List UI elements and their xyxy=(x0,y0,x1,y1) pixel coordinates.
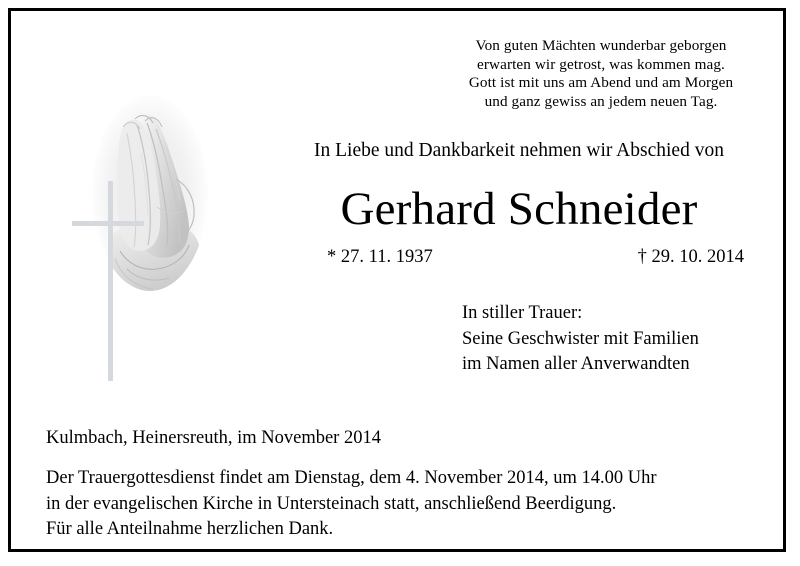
mourners-block xyxy=(462,301,699,378)
service-line-2: in der evangelischen Kirche in Untersteinach statt, anschließend Beerdigung. xyxy=(46,493,617,514)
birth-date: * 27. 11. 1937 xyxy=(327,247,433,267)
deceased-name: Gerhard Schneider xyxy=(340,183,698,235)
service-line-3: Für alle Anteilnahme herzlichen Dank. xyxy=(46,519,334,539)
cross-vertical-bar xyxy=(108,181,113,381)
death-date: † 29. 10. 2014 xyxy=(637,247,744,267)
verse-line-4: und ganz gewiss an jedem neuen Tag. xyxy=(484,92,718,110)
verse-line-1: Von guten Mächten wunderbar geborgen xyxy=(475,37,727,54)
service-details xyxy=(46,466,657,543)
memorial-verse xyxy=(431,37,771,111)
life-dates xyxy=(311,245,761,269)
verse-line-3: Gott ist mit uns am Abend und am Morgen xyxy=(468,74,734,92)
mourners-heading: In stiller Trauer: xyxy=(462,303,583,323)
obituary-card xyxy=(8,8,786,552)
place-and-date: Kulmbach, Heinersreuth, im November 2014 xyxy=(46,428,381,448)
farewell-line: In Liebe und Dankbarkeit nehmen wir Abschied von xyxy=(314,140,724,161)
service-line-1: Der Trauergottesdienst findet am Dienstag, dem 4. November 2014, um 14.00 Uhr xyxy=(46,468,657,488)
verse-line-2: erwarten wir getrost, was kommen mag. xyxy=(477,55,725,73)
mourners-line-2: Seine Geschwister mit Familien xyxy=(462,328,699,349)
cross-horizontal-bar xyxy=(72,221,144,226)
praying-hands-with-cross-icon xyxy=(57,83,257,383)
mourners-line-3: im Namen aller Anverwandten xyxy=(462,354,690,374)
